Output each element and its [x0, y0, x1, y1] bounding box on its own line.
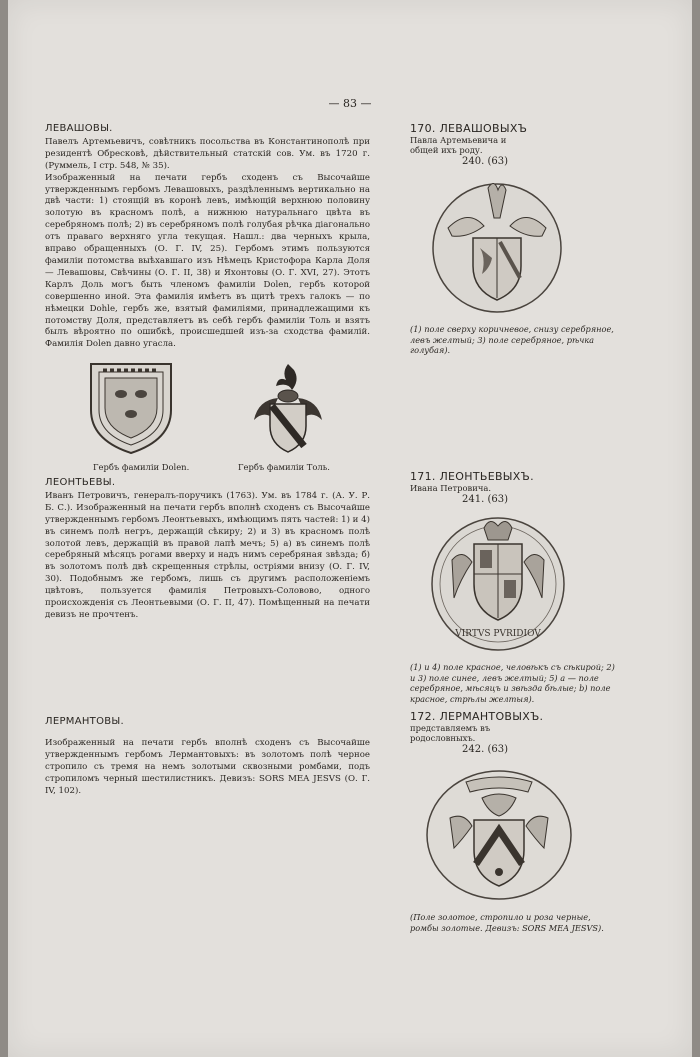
seal-caption-240: (1) поле сверху коричневое, снизу серебряное, левъ желтый; 3) поле серебряное, рѣчка голубая).	[410, 324, 614, 355]
seal-number: 242. (63)	[462, 744, 508, 755]
tol-coat-of-arms-image	[248, 360, 328, 456]
seal-block-172	[410, 710, 640, 755]
seal-240-image	[428, 178, 566, 318]
seal-subtitle: Павла Артемьевича и общей ихъ роду.	[410, 135, 507, 155]
seal-block-171	[410, 470, 640, 505]
seal-242-image	[424, 768, 574, 902]
paragraph: Изображенный на печати гербъ сходенъ съ Высочайше утвержденнымъ гербомъ Левашовыхъ, раздѣленнымъ вертикально на двѣ части: 1) стоящій въ коронѣ левъ, имѣющій верхнюю половину золотую въ красномъ полѣ, а нижнюю натуральнаго цвѣта въ серебряномъ полѣ; 2) въ серебряномъ полѣ голубая рѣчка діагонально отъ праваго верхняго угла текущая. Нашл.: два черныхъ крыла, вправо обращенныхъ (О. Г. IV, 25). Гербомъ этимъ пользуются фамиліи потомства выѣхавшаго изъ Нѣмецъ Кристофора Карла Доля — Левашовы, Свѣчины (О. Г. II, 38) и Яхонтовы (О. Г. XVI, 27). Этотъ Карлъ Доль могъ быть членомъ фамиліи Dolen, гербъ которой совершенно иной. Эта фамилія имѣетъ въ щитѣ трехъ галокъ — по нѣмецки Dohle, гербъ же, взятый фамиліями, принадлежащими къ потомству Доля, представляетъ въ себѣ гербъ фамиліи Толь и взятъ былъ вѣроятно по ошибкѣ, происшедшей изъ-за сходства фамилій. Фамилія Dolen давно угасла.	[45, 172, 370, 350]
paragraph: Павелъ Артемьевичъ, совѣтникъ посольства въ Константинополѣ при резидентѣ Обресковѣ, дѣйствительный статскій сов. Ум. въ 1720 г. (Руммель, I стр. 548, № 35).	[45, 136, 370, 171]
seal-motto: VIRTVS PVRIDIOV	[455, 629, 541, 639]
seal-number: 240. (63)	[462, 156, 508, 167]
seal-caption-241: (1) и 4) поле красное, человѣкъ съ сѣкирой; 2) и 3) поле синее, левъ желтый; 5) а — поле серебряное, мѣсяцъ и звѣзда бѣлые; b) поле красное, стрѣлы желтыя).	[410, 662, 615, 704]
section-heading: ЛЕРМАНТОВЫ.	[45, 716, 124, 727]
seal-caption-242: (Поле золотое, стропило и роза черные, ромбы золотые. Девизъ: SORS MEA JESVS).	[410, 912, 604, 933]
figure-caption-tol: Гербъ фамиліи Толь.	[238, 462, 330, 472]
paragraph: Иванъ Петровичъ, генералъ-поручикъ (1763). Ум. въ 1784 г. (А. У. Р. Б. С.). Изображенный на печати гербъ вполнѣ сходенъ съ Высочайше утвержденнымъ гербомъ Леонтьевыхъ, имѣющимъ пять частей: 1) и 4) въ синемъ полѣ негръ, держащій сѣкиру; 2) и 3) въ красномъ полѣ золотой левъ, держащій въ правой лапѣ мечъ; 5) а) въ синемъ полѣ серебряный мѣсяцъ рогами вверху и надъ нимъ серебряная звѣзда; б) въ золотомъ полѣ двѣ скрещенныя стрѣлы, остріями внизу (О. Г. IV, 30). Подобнымъ же гербомъ, лишь съ другимъ расположеніемъ цвѣтовъ, пользуется фамилія Петровыхъ-Соловово, одного происхожденія съ Леонтьевыми (О. Г. II, 47). Помѣщенный на печати девизъ не прочтенъ.	[45, 490, 370, 620]
page-number: — 83 —	[328, 97, 372, 110]
section-levashovy	[45, 123, 370, 351]
seal-number: 241. (63)	[462, 494, 508, 505]
dolen-coat-of-arms-image	[85, 358, 177, 456]
book-page	[8, 0, 692, 1057]
seal-title: 171. ЛЕОНТЬЕВЫХЪ.	[410, 470, 534, 483]
section-heading: ЛЕВАШОВЫ.	[45, 123, 113, 134]
seal-241-image	[428, 514, 568, 654]
section-lermantovy	[45, 716, 370, 797]
paragraph: Изображенный на печати гербъ вполнѣ сходенъ съ Высочайше утвержденнымъ гербомъ Лермантовыхъ: въ золотомъ полѣ черное стропило съ тремя на немъ золотыми сквозными ромбами, подъ стропиломъ черный шестилистникъ. Девизъ: SORS MEA JESVS (О. Г. IV, 102).	[45, 737, 370, 796]
seal-subtitle: представляемъ въ родословныхъ.	[410, 723, 491, 743]
seal-title: 172. ЛЕРМАНТОВЫХЪ.	[410, 710, 544, 723]
figure-caption-dolen: Гербъ фамиліи Dolen.	[93, 462, 190, 472]
seal-title: 170. ЛЕВАШОВЫХЪ	[410, 122, 528, 135]
seal-block-170	[410, 122, 640, 167]
section-heading: ЛЕОНТЬЕВЫ.	[45, 477, 116, 488]
section-leontievy	[45, 477, 370, 622]
seal-subtitle: Ивана Петровича.	[410, 483, 492, 493]
